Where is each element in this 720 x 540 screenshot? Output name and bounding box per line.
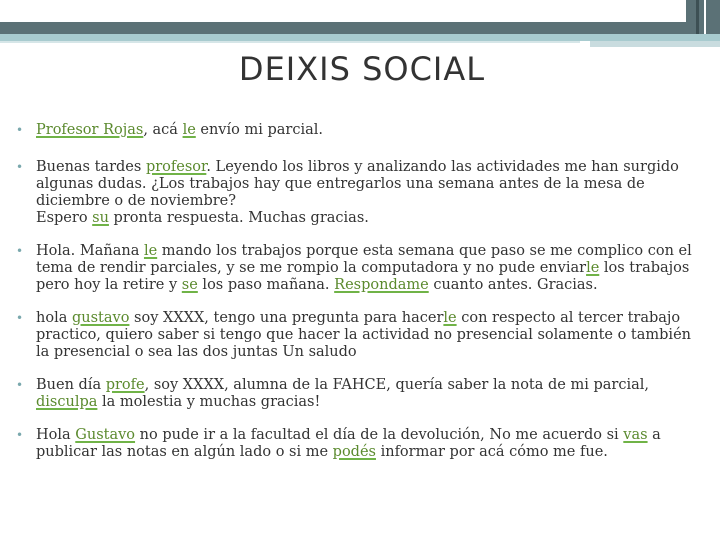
bullet-text: soy XXXX, tengo una pregunta para hacer [129,310,444,326]
bullet-dot-icon: • [16,378,24,392]
bullet-item [14,122,694,139]
bullet-text: Hola [36,427,76,443]
bullet-item [14,243,694,294]
deixis-highlight: Gustavo [75,427,136,443]
bullet-item [14,427,694,461]
bullet-item [14,310,694,361]
bullet-list [14,122,694,477]
deixis-highlight: le [182,122,196,138]
bullet-text: Buenas tardes [36,159,146,175]
bullet-text: Espero [36,210,93,226]
bullet-dot-icon: • [16,244,24,258]
bullet-text: cuanto antes. Gracias. [428,277,598,293]
deixis-highlight: Respondame [334,277,429,293]
bullet-item [14,377,694,411]
header-thin-line-right [590,41,720,47]
deixis-highlight: se [181,277,198,293]
deixis-highlight: profesor [145,159,207,175]
header-bar-end [686,0,720,34]
bullet-dot-icon: • [16,123,24,137]
bullet-text: pronta respuesta. Muchas gracias. [108,210,369,226]
bullet-text: envío mi parcial. [195,122,323,138]
bullet-text: , soy XXXX, alumna de la FAHCE, quería saber la nota de mi parcial, [144,377,649,393]
deixis-highlight: le [586,260,600,276]
bullet-text: mando los trabajos porque esta semana que paso se me complico con el tema de rendir parciales, y se me rompio la computadora y no pude enviar [36,243,692,276]
header-thin-line [0,41,580,43]
header-bar [0,22,686,34]
deixis-highlight: profe [105,377,145,393]
deixis-highlight: su [92,210,109,226]
bullet-text: los trabajos pero hoy la retire y [36,260,690,293]
deixis-highlight: le [443,310,457,326]
deixis-highlight: gustavo [71,310,130,326]
deixis-highlight: Profesor Rojas [36,122,144,138]
header-bar-stripe [696,0,699,34]
bullet-text: no pude ir a la facultad el día de la devolución, No me acuerdo si [135,427,624,443]
bullet-text: . Leyendo los libros y analizando las actividades me han surgido algunas dudas. ¿Los trabajos hay que entregarlos una semana antes de la mesa de diciembre o de noviembre? [36,159,679,209]
bullet-text: la molestia y muchas gracias! [97,394,321,410]
deixis-highlight: vas [623,427,648,443]
header-bar-stripe-light [704,0,706,34]
bullet-dot-icon: • [16,160,24,174]
deixis-highlight: disculpa [36,394,98,410]
bullet-text: con respecto al tercer trabajo practico, quiero saber si tengo que hacer la actividad no presencial solamente o también la presencial o sea las dos juntas Un saludo [36,310,691,360]
slide-title: DEIXIS SOCIAL [238,50,486,88]
header-accent-bar [0,34,720,41]
bullet-dot-icon: • [16,311,24,325]
deixis-highlight: podés [332,444,376,460]
deixis-highlight: le [143,243,158,259]
bullet-text: Hola. Mañana [36,243,144,259]
bullet-text: informar por acá cómo me fue. [375,444,608,460]
bullet-text: Buen día [36,377,106,393]
bullet-dot-icon: • [16,428,24,442]
bullet-text: , acá [143,122,183,138]
bullet-text: a publicar las notas en algún lado o si me [36,427,661,460]
bullet-item [14,159,694,227]
bullet-text: hola [36,310,72,326]
bullet-text: los paso mañana. [197,277,335,293]
